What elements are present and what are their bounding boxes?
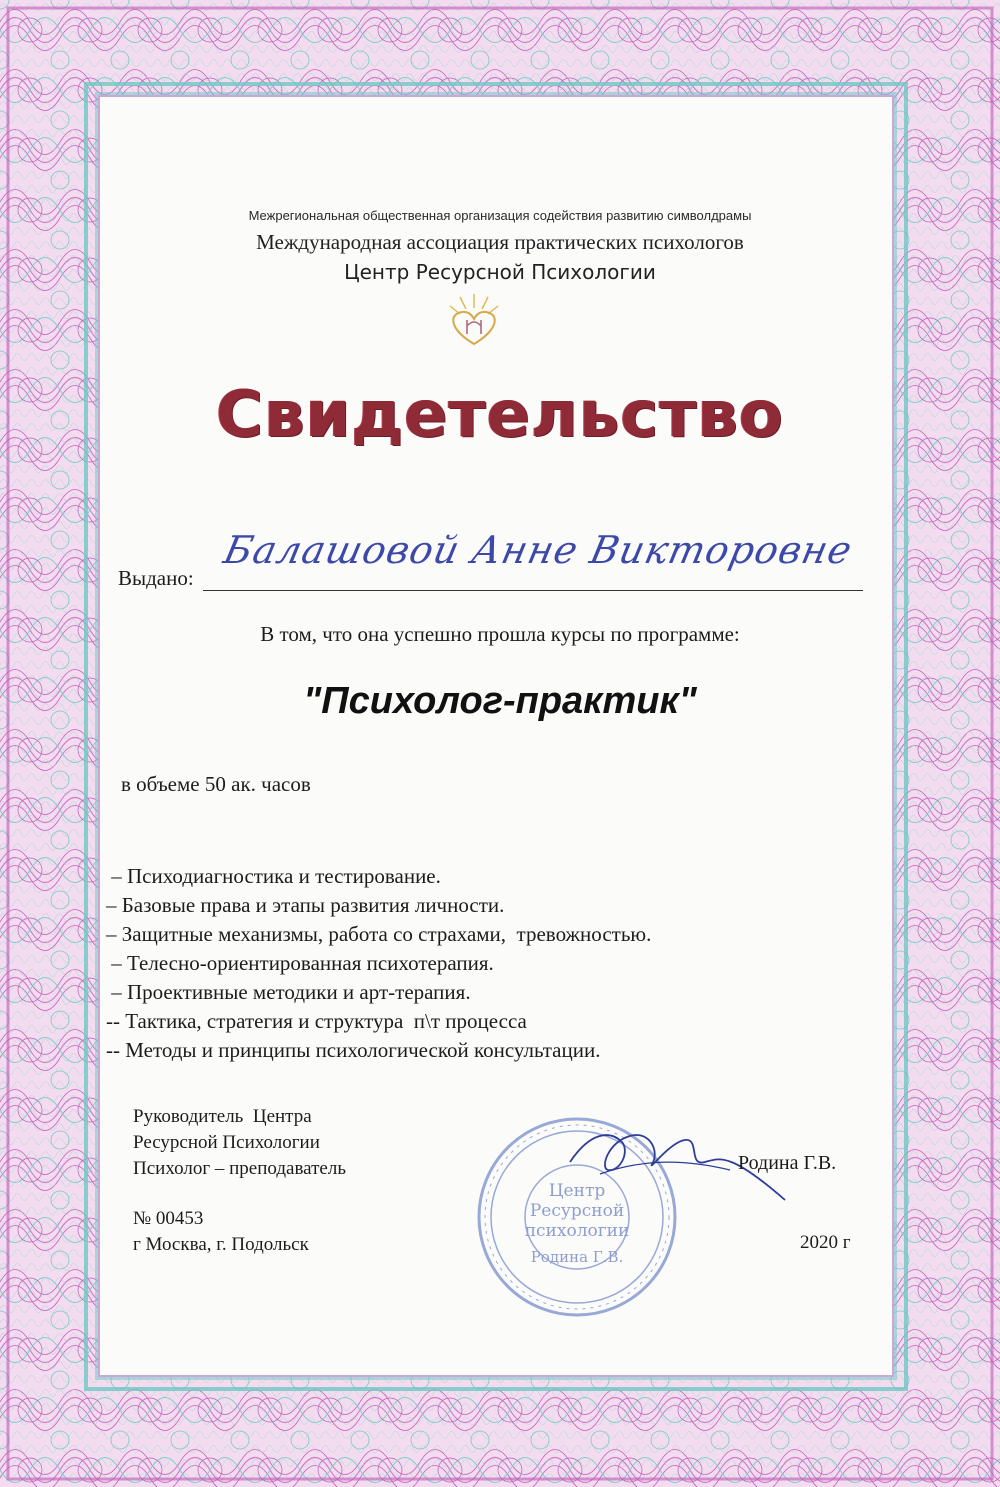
topic-item: – Психодиагностика и тестирование. (106, 864, 441, 888)
stamp-center-line: Центр (548, 1181, 606, 1201)
issue-city: г Москва, г. Подольск (133, 1234, 309, 1255)
heart-sun-logo-icon (440, 290, 508, 350)
topic-item: – Проективные методики и арт-терапия. (106, 980, 471, 1004)
course-volume: в объеме 50 ак. часов (121, 772, 311, 796)
stamp-center-line: Ресурсной (529, 1201, 625, 1221)
intro-text: В том, что она успешно прошла курсы по программе: (260, 622, 740, 646)
topic-item: – Базовые права и этапы развития личности. (106, 893, 505, 917)
association-name: Международная ассоциация практических психологов (256, 230, 744, 254)
issued-underline (203, 590, 863, 591)
topic-item: -- Методы и принципы психологической консультации. (106, 1038, 601, 1062)
topic-item: -- Тактика, стратегия и структура п\т процесса (106, 1009, 527, 1033)
signatory-title-line: Ресурсной Психологии (133, 1132, 320, 1153)
issued-label: Выдано: (118, 566, 194, 590)
topic-item: – Защитные механизмы, работа со страхами, тревожностью. (106, 922, 652, 946)
issue-year: 2020 г (800, 1232, 851, 1253)
center-name: Центр Ресурсной Психологии (344, 260, 656, 284)
recipient-name-handwritten: Балашовой Анне Викторовне (220, 528, 857, 572)
signatory-name: Родина Г.В. (738, 1152, 837, 1174)
topic-item: – Телесно-ориентированная психотерапия. (106, 951, 494, 975)
program-name: "Психолог-практик" (303, 680, 697, 722)
org-parent-name: Межрегиональная общественная организация содействия развитию символдрамы (248, 208, 752, 223)
signatory-title (133, 1104, 346, 1182)
stamp-center-line: психологии (524, 1221, 630, 1241)
certificate-number: № 00453 (133, 1208, 204, 1229)
signatory-title-line: Руководитель Центра (133, 1106, 312, 1127)
signatory-title-line: Психолог – преподаватель (133, 1158, 346, 1179)
topics-list (106, 862, 651, 1065)
certificate-title: Свидетельство (216, 378, 784, 452)
stamp-bottom-text: Родина Г.В. (530, 1248, 624, 1266)
